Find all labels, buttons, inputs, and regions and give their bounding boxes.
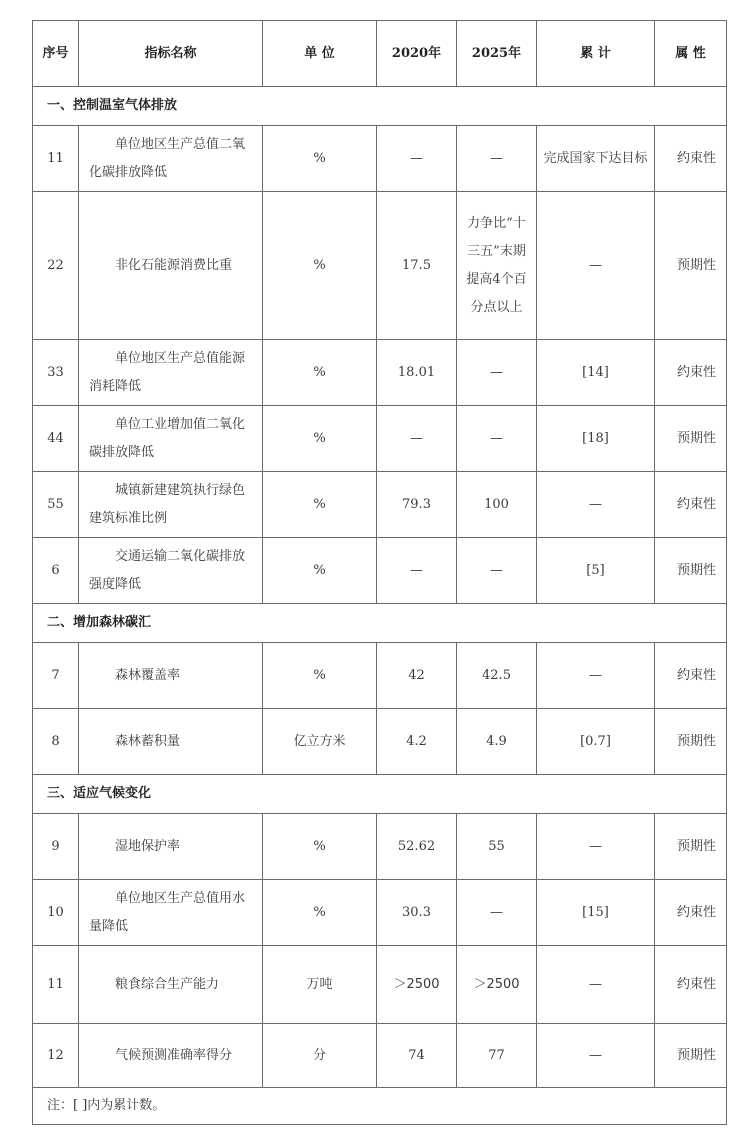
cell-seq: 8 — [33, 709, 79, 775]
cell-unit: % — [263, 814, 377, 880]
cell-attribute: 约束性 — [655, 880, 727, 946]
table-row — [33, 946, 727, 1024]
header-unit: 单 位 — [263, 21, 377, 87]
cell-seq: 6 — [33, 538, 79, 604]
table-row — [33, 814, 727, 880]
cell-seq: 7 — [33, 643, 79, 709]
cell-2025: 力争比“十三五”末期提高4个百分点以上 — [457, 192, 537, 340]
cell-unit: % — [263, 880, 377, 946]
cell-cumulative: — — [537, 192, 655, 340]
cell-attribute: 约束性 — [655, 340, 727, 406]
cell-2025: — — [457, 406, 537, 472]
cell-unit: 亿立方米 — [263, 709, 377, 775]
cell-name: 森林蓄积量 — [79, 709, 263, 775]
table-row — [33, 340, 727, 406]
cell-attribute: 约束性 — [655, 643, 727, 709]
cell-cumulative: 完成国家下达目标 — [537, 126, 655, 192]
indicator-table — [32, 20, 727, 1125]
cell-2025: 100 — [457, 472, 537, 538]
cell-unit: % — [263, 406, 377, 472]
cell-2025: — — [457, 126, 537, 192]
cell-seq: 33 — [33, 340, 79, 406]
header-2025: 2025年 — [457, 21, 537, 87]
cell-2025: ＞2500 — [457, 946, 537, 1024]
cell-seq: 22 — [33, 192, 79, 340]
cell-seq: 55 — [33, 472, 79, 538]
cell-attribute: 约束性 — [655, 472, 727, 538]
cell-2020: 18.01 — [377, 340, 457, 406]
table-row — [33, 192, 727, 340]
section-row — [33, 604, 727, 643]
cell-attribute: 预期性 — [655, 538, 727, 604]
table-note: 注：[ ]内为累计数。 — [33, 1088, 727, 1125]
cell-unit: % — [263, 192, 377, 340]
section-row — [33, 87, 727, 126]
table-row — [33, 643, 727, 709]
note-row — [33, 1088, 727, 1125]
cell-seq: 11 — [33, 126, 79, 192]
cell-name: 湿地保护率 — [79, 814, 263, 880]
cell-cumulative: — — [537, 643, 655, 709]
cell-2020: 74 — [377, 1024, 457, 1088]
cell-unit: % — [263, 538, 377, 604]
table-row — [33, 880, 727, 946]
cell-cumulative: [18] — [537, 406, 655, 472]
header-seq: 序号 — [33, 21, 79, 87]
cell-unit: % — [263, 126, 377, 192]
table-row — [33, 1024, 727, 1088]
cell-2020: — — [377, 538, 457, 604]
cell-unit: % — [263, 643, 377, 709]
cell-2020: 79.3 — [377, 472, 457, 538]
cell-unit: 万吨 — [263, 946, 377, 1024]
cell-cumulative: [15] — [537, 880, 655, 946]
cell-attribute: 约束性 — [655, 126, 727, 192]
cell-name: 单位地区生产总值能源消耗降低 — [79, 340, 263, 406]
table-row — [33, 406, 727, 472]
cell-cumulative: — — [537, 814, 655, 880]
section-title: 一、控制温室气体排放 — [33, 87, 727, 126]
cell-2025: 4.9 — [457, 709, 537, 775]
cell-seq: 11 — [33, 946, 79, 1024]
cell-2025: — — [457, 880, 537, 946]
cell-cumulative: — — [537, 472, 655, 538]
cell-name: 单位工业增加值二氧化碳排放降低 — [79, 406, 263, 472]
cell-name: 粮食综合生产能力 — [79, 946, 263, 1024]
header-2020: 2020年 — [377, 21, 457, 87]
cell-name: 森林覆盖率 — [79, 643, 263, 709]
cell-name: 非化石能源消费比重 — [79, 192, 263, 340]
cell-cumulative: [0.7] — [537, 709, 655, 775]
cell-unit: % — [263, 340, 377, 406]
cell-2025: 42.5 — [457, 643, 537, 709]
cell-2020: — — [377, 126, 457, 192]
cell-2020: — — [377, 406, 457, 472]
cell-2020: 17.5 — [377, 192, 457, 340]
cell-2025: — — [457, 340, 537, 406]
cell-cumulative: — — [537, 1024, 655, 1088]
cell-attribute: 预期性 — [655, 814, 727, 880]
cell-cumulative: — — [537, 946, 655, 1024]
cell-2025: 55 — [457, 814, 537, 880]
cell-attribute: 预期性 — [655, 1024, 727, 1088]
section-row — [33, 775, 727, 814]
cell-2025: 77 — [457, 1024, 537, 1088]
section-title: 三、适应气候变化 — [33, 775, 727, 814]
header-attribute: 属 性 — [655, 21, 727, 87]
cell-attribute: 约束性 — [655, 946, 727, 1024]
cell-2020: 30.3 — [377, 880, 457, 946]
table-row — [33, 709, 727, 775]
cell-name: 单位地区生产总值二氧化碳排放降低 — [79, 126, 263, 192]
cell-name: 城镇新建建筑执行绿色建筑标准比例 — [79, 472, 263, 538]
cell-unit: 分 — [263, 1024, 377, 1088]
table-row — [33, 538, 727, 604]
cell-name: 单位地区生产总值用水量降低 — [79, 880, 263, 946]
cell-seq: 12 — [33, 1024, 79, 1088]
cell-2020: 42 — [377, 643, 457, 709]
cell-name: 气候预测准确率得分 — [79, 1024, 263, 1088]
cell-2025: — — [457, 538, 537, 604]
cell-seq: 10 — [33, 880, 79, 946]
cell-seq: 44 — [33, 406, 79, 472]
table-row — [33, 472, 727, 538]
table-row — [33, 126, 727, 192]
header-cumulative: 累 计 — [537, 21, 655, 87]
cell-name: 交通运输二氧化碳排放强度降低 — [79, 538, 263, 604]
header-row — [33, 21, 727, 87]
cell-seq: 9 — [33, 814, 79, 880]
cell-attribute: 预期性 — [655, 709, 727, 775]
cell-attribute: 预期性 — [655, 406, 727, 472]
cell-attribute: 预期性 — [655, 192, 727, 340]
cell-unit: % — [263, 472, 377, 538]
cell-2020: 4.2 — [377, 709, 457, 775]
cell-2020: ＞2500 — [377, 946, 457, 1024]
header-name: 指标名称 — [79, 21, 263, 87]
cell-cumulative: [14] — [537, 340, 655, 406]
section-title: 二、增加森林碳汇 — [33, 604, 727, 643]
cell-cumulative: [5] — [537, 538, 655, 604]
cell-2020: 52.62 — [377, 814, 457, 880]
